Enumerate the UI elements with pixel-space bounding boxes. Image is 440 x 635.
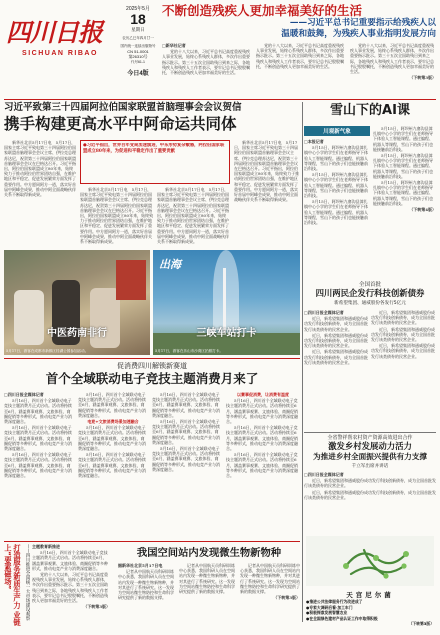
index-item[interactable]: ●在全国绿色建材产品认证工作中取得积极 <box>306 615 378 621</box>
esports-body-col4b: 5月16日，四川首个全域联动电子竞技主题消费月正式启动。活动将持续至6月，涵盖赛事观赛、文旅体验、商圈促销等多种形式，推动电竞产业与消费深度融合。 <box>226 425 298 452</box>
rural-body-b: 近日，新希望集团和通威股份成功发行科技创新债券，成为全国首批发行该类债券的民营企业。 <box>304 489 436 500</box>
top-headline: 不断创造残疾人更加幸福美好的生活 <box>162 3 363 18</box>
esports-body-b: 5月16日，四川首个全域联动电子竞技主题消费月正式启动。活动将持续至6月，涵盖赛事观赛、文旅体验、商圈促销等多种形式，推动电竞产业与消费深度融合。 <box>4 425 72 452</box>
main-body-col3: 新华社北京5月17日电 5月17日，国家主席习近平致电第三十四届阿拉伯国家联盟首脑理事会会议主席、伊拉克总理苏达尼，祝贺第三十四届阿拉伯国家联盟首脑理事会会议在巴格达召开。习近平指出，阿拉伯国家联盟成立80年来，始终致力于推动阿拉伯世界团结自强，在维护地区和平稳定、促进发展繁荣方面发挥了重要作用。中方愿同阿方一道，落实好首届中阿峰会成果，推动中阿全面战略伙伴关系不断取得新成果。 <box>157 187 229 245</box>
top-sub1: ——习近平总书记重要指示给残疾人以 <box>289 18 436 28</box>
tech-bond-body-b: 近日，新希望集团和通威股份成功发行科技创新债券，成为全国首批发行该类债券的民营企业。 <box>304 332 368 349</box>
esports-body-col4: 5月16日，四川首个全域联动电子竞技主题消费月正式启动。活动将持续至6月，涵盖赛事观赛、文旅体验、商圈促销等多种形式，推动电竞产业与消费深度融合。 <box>226 398 298 425</box>
space-headline: 我国空间站内发现微生物新物种 <box>136 547 282 559</box>
index-item[interactable]: ●推进公共法律服务行为改进成了 <box>306 599 363 604</box>
right-mid-divider <box>304 432 436 433</box>
esports-subhead1: 电竞+文旅消费场景加速融合 <box>87 419 139 425</box>
bottom-divider <box>4 541 300 542</box>
market-kicker: 主题教育新推进 <box>32 544 60 549</box>
date-panel <box>118 4 158 92</box>
edition-count: 今日4版 <box>127 71 149 77</box>
tech-bond-body: 近日，新希望集团和通威股份成功发行科技创新债券，成为全国首批发行该类债券的民营企业。 <box>304 316 368 332</box>
index-more: （下转第3版） <box>408 621 434 627</box>
sidebar-author: □本报记者 <box>304 139 324 144</box>
esports-body-col3: 5月16日，四川首个全域联动电子竞技主题消费月正式启动。活动将持续至6月，涵盖赛事观赛、文旅体验、商圈促销等多种形式，推动电竞产业与消费深度融合。 <box>152 392 220 418</box>
space-station-story <box>118 546 300 632</box>
top-more: （下转第3版） <box>409 75 436 81</box>
column-tag-label: 川观新气象 <box>323 129 351 135</box>
market-more: （下转第3版） <box>83 604 110 610</box>
sidebar-body-col2c: 5月15日，阿坝州九寨沟县漳扎镇中心小学的学生们在老师指导下体验人工智能课程。通过编程、机器人等课程，雪山下的孩子们也能接触前沿科技。 <box>373 180 433 206</box>
photo-left <box>4 250 150 355</box>
top-body-col3: 党的十八大以来，习近平总书记高度重视残疾人事业发展，始终心系残疾人群体，多次作出重要指示批示。第三十五次全国助残日到来之际，各地残疾人和残疾人工作者表示，要牢记总书记殷殷嘱托，不断创造残疾人更加幸福美好的生活。 <box>350 43 434 75</box>
masthead-logo: 四川日报 <box>6 18 103 47</box>
sidebar-more: （下转第4版） <box>409 207 436 213</box>
market-story <box>4 544 114 632</box>
esports-body-col2c: 5月16日，四川首个全域联动电子竞技主题消费月正式启动。活动将持续至6月，涵盖赛事观赛、文旅体验、商圈促销等多种形式，推动电竞产业与消费深度融合。 <box>78 452 146 479</box>
rural-story <box>304 434 436 534</box>
microbe-icon <box>306 536 434 586</box>
rural-sub: 千立军出席并讲话 <box>351 464 389 469</box>
top-story <box>162 3 436 99</box>
esports-body-c: 5月16日，四川首个全域联动电子竞技主题消费月正式启动。活动将持续至6月，涵盖赛事观赛、文旅体验、商圈促销等多种形式，推动电竞产业与消费深度融合。 <box>4 452 72 479</box>
microbe-caption: 天宫尼尔菌 <box>346 591 394 599</box>
esports-body-col3b: 5月16日，四川首个全域联动电子竞技主题消费月正式启动。活动将持续至6月，涵盖赛事观赛、文旅体验、商圈促销等多种形式，推动电竞产业与消费深度融合。 <box>152 419 220 445</box>
space-body-col3: 记者从中国航天员科研训练中心获悉，我国科研人员在空间站内发现一种微生物新物种，并对其进行了系统研究。这一发现为空间站微生物防控和生命科学研究提供了新的数据支撑。 <box>240 563 300 595</box>
rural-headline1: 激发乡村发展动力活力 <box>328 441 412 451</box>
esports-headline: 首个全域联动电子竞技主题消费月来了 <box>45 371 259 386</box>
masthead-pinyin: SICHUAN RIBAO <box>22 50 98 57</box>
index-list <box>306 599 434 631</box>
masthead <box>6 4 114 94</box>
photo-right <box>153 250 300 355</box>
space-byline: 据新华社北京5月17日电 <box>118 563 163 568</box>
market-body-b: 党的十八大以来，习近平总书记高度重视残疾人事业发展，始终心系残疾人群体，多次作出重要指示批示。第三十五次全国助残日到来之际，各地残疾人和残疾人工作者表示，要牢记总书记殷殷嘱托，不断创造残疾人更加幸福美好的生活。 <box>32 572 108 604</box>
date-weekday: 星期日 <box>131 27 145 32</box>
esports-kicker: 促消费四川解锁新赛道 <box>117 362 187 370</box>
sidebar-body-c: 5月15日，阿坝州九寨沟县漳扎镇中心小学的学生们在老师指导下体验人工智能课程。通过编程、机器人等课程，雪山下的孩子们也能接触前沿科技。 <box>304 199 368 226</box>
top-body: 党的十八大以来，习近平总书记高度重视残疾人事业发展，始终心系残疾人群体，多次作出重要指示批示。第三十五次全国助残日到来之际，各地残疾人和残疾人工作者表示，要牢记总书记殷殷嘱托，不断创造残疾人更加幸福美好的生活。 <box>162 49 250 76</box>
tech-bond-body-col2c: 近日，新希望集团和通威股份成功发行科技创新债券，成为全国首批发行该类债券的民营企业。 <box>371 343 435 359</box>
top-divider <box>4 99 436 100</box>
tech-bond-body-col2: 近日，新希望集团和通威股份成功发行科技创新债券，成为全国首批发行该类债券的民营企业。 <box>371 310 435 326</box>
esports-body-col4c: 5月16日，四川首个全域联动电子竞技主题消费月正式启动。活动将持续至6月，涵盖赛事观赛、文旅体验、商圈促销等多种形式，推动电竞产业与消费深度融合。 <box>226 452 298 479</box>
index-item[interactable]: ●积极探索发展智慧农业 <box>306 610 348 616</box>
market-sub: ——四川推进全国统一大市场建设观察 <box>25 544 30 621</box>
tech-bond-body-c: 近日，新希望集团和通威股份成功发行科技创新债券，成为全国首批发行该类债券的民营企业。 <box>304 349 368 365</box>
index-item[interactable]: ●专家大调研后看·加工车门 <box>306 604 353 610</box>
photo-left-caption: 中医药南非行 <box>47 328 107 339</box>
sidebar-body: 5月15日，阿坝州九寨沟县漳扎镇中心小学的学生们在老师指导下体验人工智能课程。通过编程、机器人等课程，雪山下的孩子们也能接触前沿科技。 <box>304 145 368 172</box>
sidebar-divider <box>302 102 303 622</box>
date-lunar: 农历乙巳年四月廿一 <box>122 36 154 40</box>
esports-body-col3c: 5月16日，四川首个全域联动电子竞技主题消费月正式启动。活动将持续至6月，涵盖赛事观赛、文旅体验、商圈促销等多种形式，推动电竞产业与消费深度融合。 <box>152 446 220 472</box>
top-sub2: 温暖和鼓舞，为残疾人事业指明发展方向 <box>281 29 436 39</box>
column-tag <box>304 126 370 136</box>
esports-feature <box>4 361 300 541</box>
esports-byline: □四川日报全媒体记者 <box>4 392 44 397</box>
top-byline: □新华社记者 <box>162 43 186 48</box>
sidebar-body-col2b: 5月15日，阿坝州九寨沟县漳扎镇中心小学的学生们在老师指导下体验人工智能课程。通过编程、机器人等课程，雪山下的孩子们也能接触前沿科技。 <box>373 153 433 179</box>
sidebar-body-col2: 5月15日，阿坝州九寨沟县漳扎镇中心小学的学生们在老师指导下体验人工智能课程。通过编程、机器人等课程，雪山下的孩子们也能接触前沿科技。 <box>373 126 433 152</box>
top-body-col2: 党的十八大以来，习近平总书记高度重视残疾人事业发展，始终心系残疾人群体，多次作出重要指示批示。第三十五次全国助残日到来之际，各地残疾人和残疾人工作者表示，要牢记总书记殷殷嘱托，不断创造残疾人更加幸福美好的生活。 <box>256 43 344 69</box>
tech-bond-byline: □四川日报全媒体记者 <box>304 310 344 315</box>
tech-bond-sub: 新希望集团、通威股份各发行5亿元 <box>334 301 406 306</box>
photo-right-text: 5月17日，游客在乐山市沙湾区拍照打卡。 <box>155 349 223 353</box>
issue-number: 第26310号 <box>128 54 148 59</box>
rural-kicker: 全省警祥帮农村资产资源高效进出合作 <box>327 435 413 441</box>
photo-right-art-text: 出海 <box>159 258 181 271</box>
esports-body: 5月16日，四川首个全域联动电子竞技主题消费月正式启动。活动将持续至6月，涵盖赛事观赛、文旅体验、商圈促销等多种形式，推动电竞产业与消费深度融合。 <box>4 398 72 425</box>
sidebar-title: 雪山下的AI课 <box>330 103 410 118</box>
cn-number: CN 51-0001 <box>127 49 149 54</box>
esports-body-col2b: 5月16日，四川首个全域联动电子竞技主题消费月正式启动。活动将持续至6月，涵盖赛事观赛、文旅体验、商圈促销等多种形式，推动电竞产业与消费深度融合。 <box>78 425 146 452</box>
photo-left-text: 5月17日，游客在成都市新都区桂湖公园参加活动。 <box>6 349 89 353</box>
mid-divider <box>4 358 300 359</box>
rural-headline2: 为推进乡村全面振兴提供有力支撑 <box>313 452 427 461</box>
main-kicker: 习近平致第三十四届阿拉伯国家联盟首脑理事会会议贺信 <box>4 102 242 113</box>
main-body-col2: 新华社北京5月17日电 5月17日，国家主席习近平致电第三十四届阿拉伯国家联盟首脑理事会会议主席、伊拉克总理苏达尼，祝贺第三十四届阿拉伯国家联盟首脑理事会会议在巴格达召开。习近平指出，阿拉伯国家联盟成立80年来，始终致力于推动阿拉伯世界团结自强，在维护地区和平稳定、促进发展繁荣方面发挥了重要作用。中方愿同阿方一道，落实好首届中阿峰会成果，推动中阿全面战略伙伴关系不断取得新成果。 <box>80 187 154 245</box>
microbe-image <box>306 536 434 586</box>
main-quote-box <box>80 140 230 184</box>
date-line: 2025年5月 <box>126 6 150 12</box>
photo-right-caption: 三峡车站打卡 <box>196 328 257 339</box>
space-more: （下转第3版） <box>273 595 300 601</box>
rural-byline: □四川日报全媒体记者 <box>304 472 344 477</box>
space-body: 记者从中国航天员科研训练中心获悉，我国科研人员在空间站内发现一种微生物新物种，并对其进行了系统研究。这一发现为空间站微生物防控和生命科学研究提供了新的数据支撑。 <box>118 569 174 601</box>
tech-bond-kicker: 全国首批 <box>358 282 381 288</box>
cn-code: 国内统一连续出版物号 <box>120 44 156 48</box>
tech-bond-story <box>304 280 436 430</box>
date-day: 18 <box>130 11 146 27</box>
esports-subhead2: 以赛事促消费，让消费有温度 <box>237 392 289 397</box>
market-headline: 打造服务新质生产力 业链上“要素磁场” <box>4 544 22 626</box>
market-body: 5月16日，四川首个全域联动电子竞技主题消费月正式启动。活动将持续至6月，涵盖赛事观赛、文旅体验、商圈促销等多种形式，推动电竞产业与消费深度融合。 <box>32 550 108 571</box>
main-headline: 携手构建更高水平中阿命运共同体 <box>4 115 237 133</box>
tech-bond-headline: 四川两民企发行科技创新债券 <box>315 288 425 298</box>
main-body-col4: 新华社北京5月17日电 5月17日，国家主席习近平致电第三十四届阿拉伯国家联盟首脑理事会会议主席、伊拉克总理苏达尼，祝贺第三十四届阿拉伯国家联盟首脑理事会会议在巴格达召开。习近平指出，阿拉伯国家联盟成立80年来，始终致力于推动阿拉伯世界团结自强，在维护地区和平稳定、促进发展繁荣方面发挥了重要作用。中方愿同阿方一道，落实好首届中阿峰会成果，推动中阿全面战略伙伴关系不断取得新成果。 <box>234 140 300 203</box>
tech-bond-body-col2b: 近日，新希望集团和通威股份成功发行科技创新债券，成为全国首批发行该类债券的民营企业。 <box>371 326 435 343</box>
main-quote: ●习近平指出，世界百年变局加速演进，中东形势复杂敏感，阿拉伯国家联盟成立80年来，为促进和平稳定作出了重要贡献 <box>83 143 225 154</box>
main-story <box>4 102 300 247</box>
esports-body-col2: 5月16日，四川首个全域联动电子竞技主题消费月正式启动。活动将持续至6月，涵盖赛事观赛、文旅体验、商圈促销等多种形式，推动电竞产业与消费深度融合。 <box>78 392 146 418</box>
main-body: 新华社北京5月17日电 5月17日，国家主席习近平致电第三十四届阿拉伯国家联盟首脑理事会会议主席、伊拉克总理苏达尼，祝贺第三十四届阿拉伯国家联盟首脑理事会会议在巴格达召开。习近平指出，阿拉伯国家联盟成立80年来，始终致力于推动阿拉伯世界团结自强，在维护地区和平稳定、促进发展繁荣方面发挥了重要作用。中方愿同阿方一道，落实好首届中阿峰会成果，推动中阿全面战略伙伴关系不断取得新成果。 <box>4 140 76 198</box>
space-body-col2: 记者从中国航天员科研训练中心获悉，我国科研人员在空间站内发现一种微生物新物种，并对其进行了系统研究。这一发现为空间站微生物防控和生命科学研究提供了新的数据支撑。 <box>179 563 235 595</box>
postal-code: 代号61-1 <box>130 60 145 64</box>
sidebar-body-b: 5月15日，阿坝州九寨沟县漳扎镇中心小学的学生们在老师指导下体验人工智能课程。通过编程、机器人等课程，雪山下的孩子们也能接触前沿科技。 <box>304 172 368 199</box>
rural-body: 近日，新希望集团和通威股份成功发行科技创新债券，成为全国首批发行该类债券的民营企业。 <box>304 478 436 489</box>
